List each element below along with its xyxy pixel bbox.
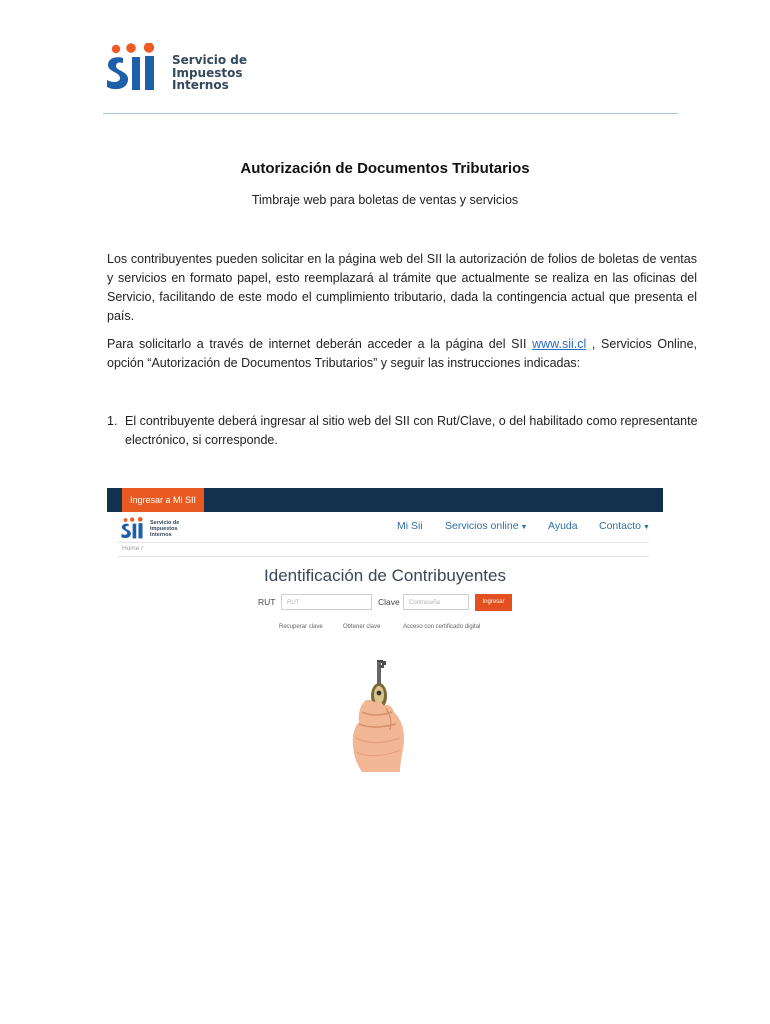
instructions-text-start: Para solicitarlo a través de internet deberán acceder a la página del SII (107, 337, 533, 351)
caret-down-icon: ▼ (643, 524, 650, 531)
screenshot-logo-mark (121, 517, 147, 541)
caret-down-icon: ▼ (520, 524, 528, 531)
nav-servicios-label: Servicios online (445, 520, 519, 532)
get-password-link[interactable]: Obtener clave (343, 624, 381, 630)
hand-key-illustration (344, 660, 408, 779)
header-divider (103, 113, 678, 114)
ingresar-button[interactable]: Ingresar (475, 594, 512, 611)
nav-ayuda[interactable]: Ayuda (548, 520, 578, 532)
step-number: 1. (107, 414, 118, 428)
recover-password-link[interactable]: Recuperar clave (279, 624, 323, 630)
digital-certificate-link[interactable]: Acceso con certificado digital (403, 624, 481, 630)
nav-contacto-label: Contacto (599, 520, 642, 532)
login-heading: Identificación de Contribuyentes (264, 566, 506, 585)
document-title: Autorización de Documentos Tributarios (240, 160, 530, 177)
password-input[interactable]: Contraseña (403, 594, 469, 610)
nav-contacto[interactable] (599, 520, 650, 532)
instructions-paragraph (107, 335, 697, 373)
screenshot-logo (121, 517, 179, 541)
breadcrumb[interactable]: Home / (122, 545, 143, 552)
rut-label: RUT (258, 597, 276, 607)
sii-logo (106, 43, 247, 95)
nav-servicios-online[interactable] (445, 520, 527, 532)
sii-logo-mark (106, 43, 164, 95)
sii-website-link[interactable]: www.sii.cl (532, 337, 587, 351)
instructions-text-end: , Servicios Online, opción “Autorización de Documentos Tributarios” y seguir las instrucciones indicadas: (107, 337, 697, 370)
login-page-screenshot (107, 488, 663, 778)
sii-logo-text: Servicio de Impuestos Internos (172, 53, 248, 92)
rut-input[interactable]: RUT (281, 594, 372, 610)
clave-label: Clave (378, 597, 400, 607)
breadcrumb-divider (118, 542, 649, 543)
document-subtitle: Timbraje web para boletas de ventas y servicios (251, 193, 519, 207)
step-item (107, 412, 702, 450)
breadcrumb-divider (118, 556, 649, 557)
login-tab[interactable]: Ingresar a Mi SII (122, 488, 204, 512)
step-text: El contribuyente deberá ingresar al sitio web del SII con Rut/Clave, o del habilitado como representante electrónico, si corresponde. (125, 414, 698, 447)
intro-paragraph: Los contribuyentes pueden solicitar en la página web del SII la autorización de folios de boletas de ventas y servicios en formato papel, esto reemplazará al trámite que actualmente se realiza en las oficinas del Servicio, facilitando de este modo el cumplimiento tributario, dada la contingencia actual que presenta el país. (107, 252, 697, 323)
nav-mi-sii[interactable]: Mi Sii (397, 520, 423, 532)
screenshot-logo-text: Servicio de Impuestos Internos (150, 520, 180, 538)
